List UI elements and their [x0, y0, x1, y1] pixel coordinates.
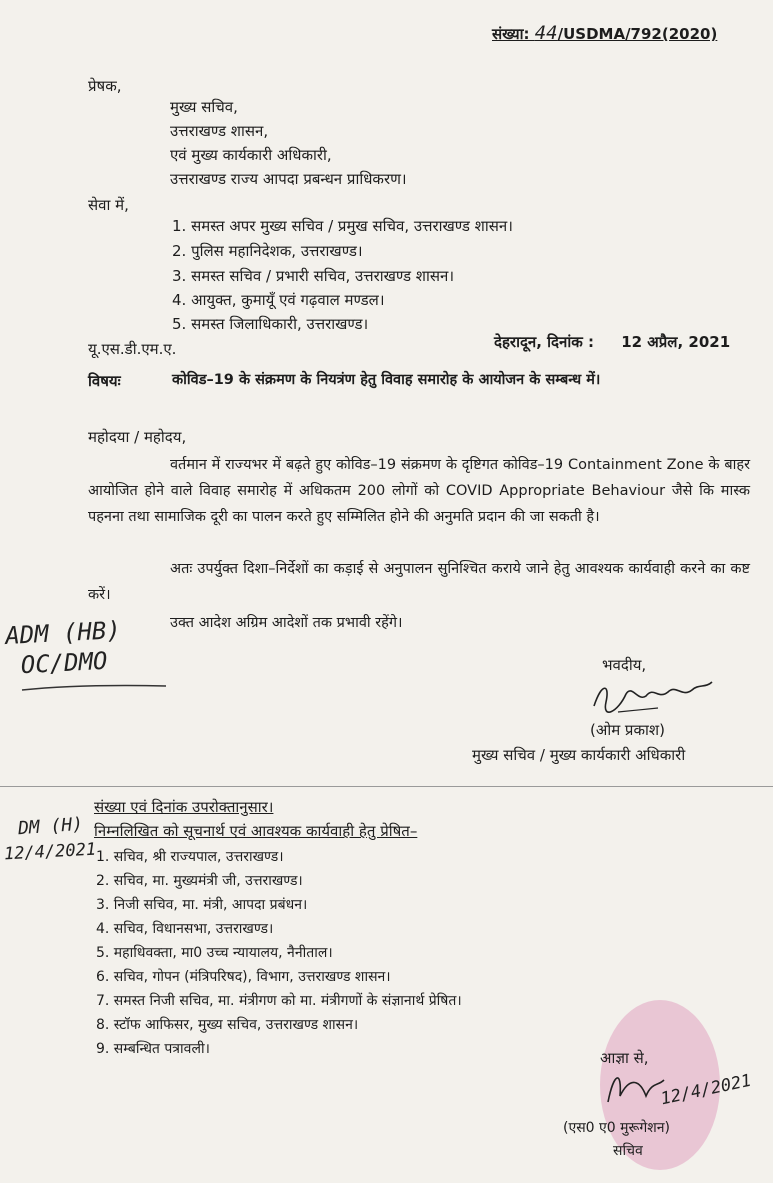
recipient-item: 3. समस्त सचिव / प्रभारी सचिव, उत्तराखण्ड शासन। — [172, 267, 455, 285]
signature-mark — [588, 672, 718, 722]
subject-text: कोविड–19 के संक्रमण के नियत्रंण हेतु विवाह समारोह के आयोजन के सम्बन्ध में। — [172, 372, 601, 388]
endorsement-item: 7. समस्त निजी सचिव, मा. मंत्रीगण को मा. मंत्रीगणों के संज्ञानार्थ प्रेषित। — [96, 993, 462, 1009]
yours-faithfully: भवदीय, — [602, 656, 647, 674]
recipient-item: 4. आयुक्त, कुमायूँ एवं गढ़वाल मण्डल। — [172, 291, 385, 309]
ref-suffix: /USDMA/792(2020) — [557, 25, 718, 43]
recipient-item: 1. समस्त अपर मुख्य सचिव / प्रमुख सचिव, उत्तराखण्ड शासन। — [172, 217, 513, 235]
place-date-label: देहरादून, दिनांक : — [494, 333, 594, 351]
handwritten-date-note: 12/4/2021 — [3, 839, 97, 865]
endorsement-item: 1. सचिव, श्री राज्यपाल, उत्तराखण्ड। — [96, 849, 284, 865]
ref-handwritten-number: 44 — [534, 22, 558, 44]
sender-line-1: मुख्य सचिव, — [170, 98, 238, 116]
ref-label: संख्या: — [492, 25, 530, 43]
sender-label: प्रेषक, — [88, 77, 122, 95]
by-order: आज्ञा से, — [600, 1049, 649, 1067]
endorsement-ref-line: संख्या एवं दिनांक उपरोक्तानुसार। — [94, 798, 274, 816]
endorsement-signatory-name: (एस0 ए0 मुरूगेशन) — [563, 1120, 671, 1136]
body-paragraph-1: वर्तमान में राज्यभर में बढ़ते हुए कोविड–19 संक्रमण के दृष्टिगत कोविड–19 Containment Zone के बाहर आयोजित होने वाले विवाह समारोह में अधिकतम 200 लोगों को COVID Appropriate Behaviour जैसे कि मास्क पहनना तथा सामाजिक दूरी का पालन करते हुए सम्मिलित होने की अनुमति प्रदान की जा सकती है। — [88, 457, 750, 525]
handwritten-margin-note — [5, 615, 124, 681]
endorsement-intro: निम्नलिखित को सूचनार्थ एवं आवश्यक कार्यवाही हेतु प्रेषित– — [94, 822, 418, 840]
recipient-item: 5. समस्त जिलाधिकारी, उत्तराखण्ड। — [172, 315, 369, 333]
handwritten-note-line-2: OC/DMO — [20, 646, 109, 680]
endorsement-item: 4. सचिव, विधानसभा, उत्तराखण्ड। — [96, 921, 274, 937]
recipients-label: सेवा में, — [88, 196, 129, 214]
body-paragraph-2: अतः उपर्युक्त दिशा–निर्देशों का कड़ाई से अनुपालन सुनिश्चित कराये जाने हेतु आवश्यक कार्यवाही करने का कष्ट करें। — [88, 561, 750, 603]
endorsement-signature-mark — [600, 1062, 670, 1112]
endorsement-item: 8. स्टॉफ आफिसर, मुख्य सचिव, उत्तराखण्ड शासन। — [96, 1017, 359, 1033]
endorsement-item: 3. निजी सचिव, मा. मंत्री, आपदा प्रबंधन। — [96, 897, 308, 913]
sender-line-2: उत्तराखण्ड शासन, — [170, 122, 269, 140]
signatory-designation: मुख्य सचिव / मुख्य कार्यकारी अधिकारी — [472, 746, 686, 764]
recipient-item: 2. पुलिस महानिदेशक, उत्तराखण्ड। — [172, 242, 363, 260]
salutation: महोदया / महोदय, — [88, 428, 187, 446]
handwritten-dm-note: DM (H) — [17, 813, 84, 840]
endorsement-item: 9. सम्बन्धित पत्रावली। — [96, 1041, 210, 1057]
sender-line-3: एवं मुख्य कार्यकारी अधिकारी, — [170, 146, 332, 164]
date-value: 12 अप्रैल, 2021 — [621, 333, 731, 351]
body-paragraph-3: उक्त आदेश अग्रिम आदेशों तक प्रभावी रहेंगे। — [170, 615, 403, 631]
sender-line-4: उत्तराखण्ड राज्य आपदा प्रबन्धन प्राधिकरण। — [170, 170, 407, 188]
endorsement-item: 5. महाधिवक्ता, मा0 उच्च न्यायालय, नैनीताल। — [96, 945, 333, 961]
signatory-name: (ओम प्रकाश) — [590, 721, 665, 739]
endorsement-item: 2. सचिव, मा. मुख्यमंत्री जी, उत्तराखण्ड। — [96, 873, 303, 889]
endorsement-signatory-designation: सचिव — [613, 1143, 643, 1159]
handwritten-underline — [20, 680, 170, 694]
place-date — [494, 332, 730, 352]
handwritten-note-line-1: ADM (HB) — [4, 616, 122, 651]
section-divider — [0, 786, 773, 787]
subject-label: विषयः — [88, 372, 121, 390]
endorsement-item: 6. सचिव, गोपन (मंत्रिपरिषद), विभाग, उत्तराखण्ड शासन। — [96, 969, 391, 985]
endorsement-handwritten-date: 12/4/2021 — [658, 1070, 754, 1110]
reference-number — [492, 22, 717, 44]
org-code: यू.एस.डी.एम.ए. — [88, 340, 177, 358]
